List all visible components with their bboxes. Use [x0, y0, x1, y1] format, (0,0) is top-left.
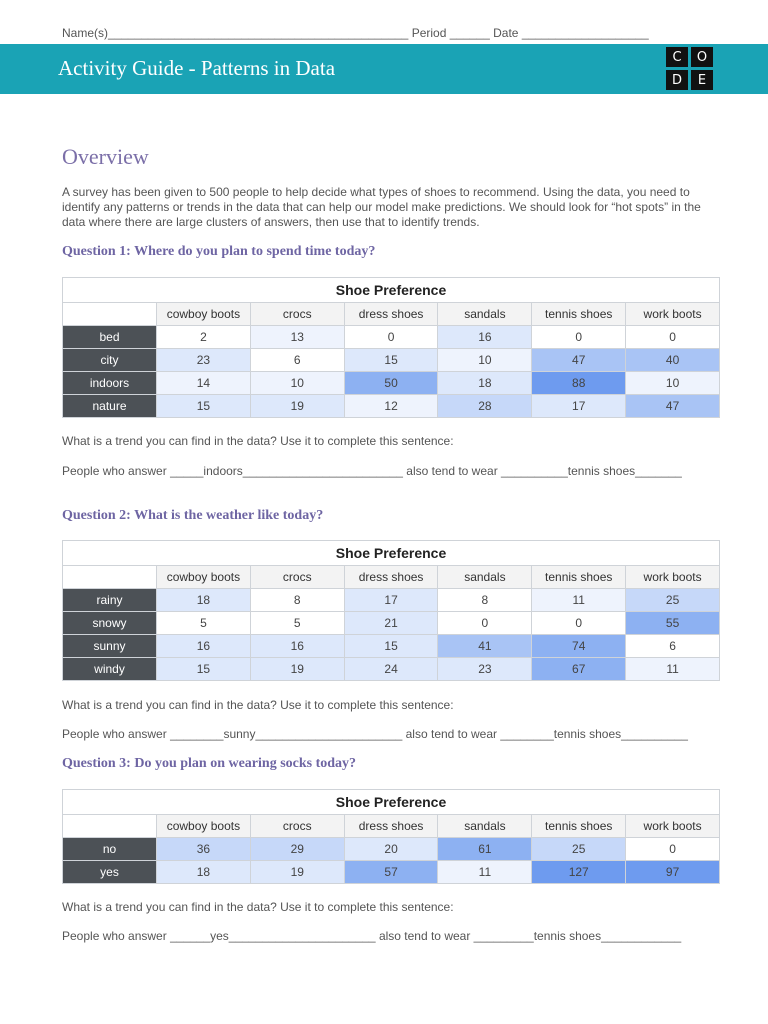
table-cell: 16	[438, 326, 532, 349]
table-cell: 18	[157, 589, 251, 612]
table-cell: 21	[344, 612, 438, 635]
table-cell: 19	[250, 395, 344, 418]
column-header: dress shoes	[344, 815, 438, 838]
row-header: snowy	[63, 612, 157, 635]
table-cell: 2	[157, 326, 251, 349]
table-cell: 50	[344, 372, 438, 395]
table-cell: 0	[532, 326, 626, 349]
table-cell: 57	[344, 861, 438, 884]
row-header: indoors	[63, 372, 157, 395]
table-cell: 17	[344, 589, 438, 612]
shoe-preference-table	[62, 789, 720, 884]
table-cell: 13	[250, 326, 344, 349]
table-cell: 24	[344, 658, 438, 681]
table-cell: 47	[532, 349, 626, 372]
table-row	[63, 349, 720, 372]
table-cell: 6	[626, 635, 720, 658]
column-header: sandals	[438, 815, 532, 838]
overview-heading: Overview	[62, 144, 149, 169]
page-title: Activity Guide - Patterns in Data	[58, 56, 336, 80]
row-header: windy	[63, 658, 157, 681]
table-cell: 29	[250, 838, 344, 861]
table-cell: 12	[344, 395, 438, 418]
code-logo	[666, 47, 716, 91]
table-row	[63, 658, 720, 681]
table-row	[63, 635, 720, 658]
table-row	[63, 326, 720, 349]
period-label: Period	[411, 26, 447, 40]
table-corner	[63, 566, 157, 589]
table-row	[63, 372, 720, 395]
table-cell: 127	[532, 861, 626, 884]
shoe-preference-table	[62, 277, 720, 418]
table-cell: 5	[250, 612, 344, 635]
table-cell: 15	[157, 395, 251, 418]
table-cell: 36	[157, 838, 251, 861]
table-caption: Shoe Preference	[63, 790, 720, 815]
row-header: city	[63, 349, 157, 372]
row-header: bed	[63, 326, 157, 349]
table-cell: 28	[438, 395, 532, 418]
table-row	[63, 861, 720, 884]
table-cell: 47	[626, 395, 720, 418]
column-header: cowboy boots	[157, 815, 251, 838]
row-header: yes	[63, 861, 157, 884]
column-header: dress shoes	[344, 303, 438, 326]
table-row	[63, 395, 720, 418]
table-cell: 19	[250, 861, 344, 884]
table-cell: 10	[438, 349, 532, 372]
table-cell: 6	[250, 349, 344, 372]
table-row	[63, 589, 720, 612]
answer-sentence[interactable]: People who answer _____indoors________________________ also tend to wear __________tennis shoes_______	[62, 464, 682, 478]
table-cell: 20	[344, 838, 438, 861]
logo-letter: D	[666, 70, 688, 90]
name-label: Name(s)	[62, 26, 109, 40]
table-cell: 23	[438, 658, 532, 681]
column-header: work boots	[626, 566, 720, 589]
column-header: cowboy boots	[157, 303, 251, 326]
column-header: dress shoes	[344, 566, 438, 589]
table-cell: 16	[157, 635, 251, 658]
table-cell: 17	[532, 395, 626, 418]
column-header: crocs	[250, 303, 344, 326]
table-cell: 15	[157, 658, 251, 681]
student-info-line	[62, 26, 702, 40]
table-cell: 11	[626, 658, 720, 681]
period-blank[interactable]: ______	[449, 26, 490, 40]
column-header: sandals	[438, 303, 532, 326]
table-cell: 11	[438, 861, 532, 884]
column-header: tennis shoes	[532, 815, 626, 838]
column-header: crocs	[250, 815, 344, 838]
table-cell: 23	[157, 349, 251, 372]
trend-prompt: What is a trend you can find in the data? Use it to complete this sentence:	[62, 698, 454, 712]
table-row	[63, 838, 720, 861]
table-cell: 16	[250, 635, 344, 658]
column-header: sandals	[438, 566, 532, 589]
column-header: work boots	[626, 815, 720, 838]
table-cell: 5	[157, 612, 251, 635]
table-corner	[63, 303, 157, 326]
table-cell: 0	[344, 326, 438, 349]
logo-letter: E	[691, 70, 713, 90]
table-corner	[63, 815, 157, 838]
table-cell: 97	[626, 861, 720, 884]
table-cell: 41	[438, 635, 532, 658]
trend-prompt: What is a trend you can find in the data? Use it to complete this sentence:	[62, 434, 454, 448]
table-cell: 0	[532, 612, 626, 635]
answer-sentence[interactable]: People who answer ______yes______________________ also tend to wear _________tennis shoes____________	[62, 929, 682, 943]
column-header: work boots	[626, 303, 720, 326]
row-header: nature	[63, 395, 157, 418]
row-header: no	[63, 838, 157, 861]
overview-text: A survey has been given to 500 people to help decide what types of shoes to recommend. Using the data, you need to identify any patterns or trends in the data that can help our model make predictions. We should look for “hot spots” in the data where there are large clusters of answers, then use that to identify trends.	[62, 185, 701, 229]
logo-letter: O	[691, 47, 713, 67]
table-cell: 18	[157, 861, 251, 884]
table-cell: 40	[626, 349, 720, 372]
column-header: crocs	[250, 566, 344, 589]
table-cell: 55	[626, 612, 720, 635]
table-cell: 10	[626, 372, 720, 395]
table-cell: 19	[250, 658, 344, 681]
table-cell: 18	[438, 372, 532, 395]
date-label: Date	[493, 26, 519, 40]
table-caption: Shoe Preference	[63, 278, 720, 303]
row-header: rainy	[63, 589, 157, 612]
table-cell: 0	[438, 612, 532, 635]
table-cell: 14	[157, 372, 251, 395]
row-header: sunny	[63, 635, 157, 658]
table-cell: 8	[250, 589, 344, 612]
table-cell: 15	[344, 349, 438, 372]
question-1-title: Question 1: Where do you plan to spend time today?	[62, 244, 376, 259]
column-header: tennis shoes	[532, 566, 626, 589]
column-header: cowboy boots	[157, 566, 251, 589]
table-cell: 67	[532, 658, 626, 681]
table-cell: 88	[532, 372, 626, 395]
table-cell: 10	[250, 372, 344, 395]
table-cell: 74	[532, 635, 626, 658]
title-banner	[0, 44, 768, 94]
trend-prompt: What is a trend you can find in the data? Use it to complete this sentence:	[62, 900, 454, 914]
table-caption: Shoe Preference	[63, 541, 720, 566]
table-cell: 8	[438, 589, 532, 612]
table-cell: 61	[438, 838, 532, 861]
table-cell: 25	[626, 589, 720, 612]
table-cell: 0	[626, 838, 720, 861]
table-row	[63, 612, 720, 635]
column-header: tennis shoes	[532, 303, 626, 326]
logo-letter: C	[666, 47, 688, 67]
table-cell: 15	[344, 635, 438, 658]
table-cell: 0	[626, 326, 720, 349]
table-cell: 25	[532, 838, 626, 861]
date-blank[interactable]: ___________________	[521, 26, 649, 40]
shoe-preference-table	[62, 540, 720, 681]
table-cell: 11	[532, 589, 626, 612]
name-blank[interactable]: _____________________________________________	[108, 26, 409, 40]
question-2-title: Question 2: What is the weather like today?	[62, 508, 324, 523]
question-3-title: Question 3: Do you plan on wearing socks today?	[62, 756, 357, 771]
answer-sentence[interactable]: People who answer ________sunny______________________ also tend to wear ________tennis shoes__________	[62, 727, 688, 741]
